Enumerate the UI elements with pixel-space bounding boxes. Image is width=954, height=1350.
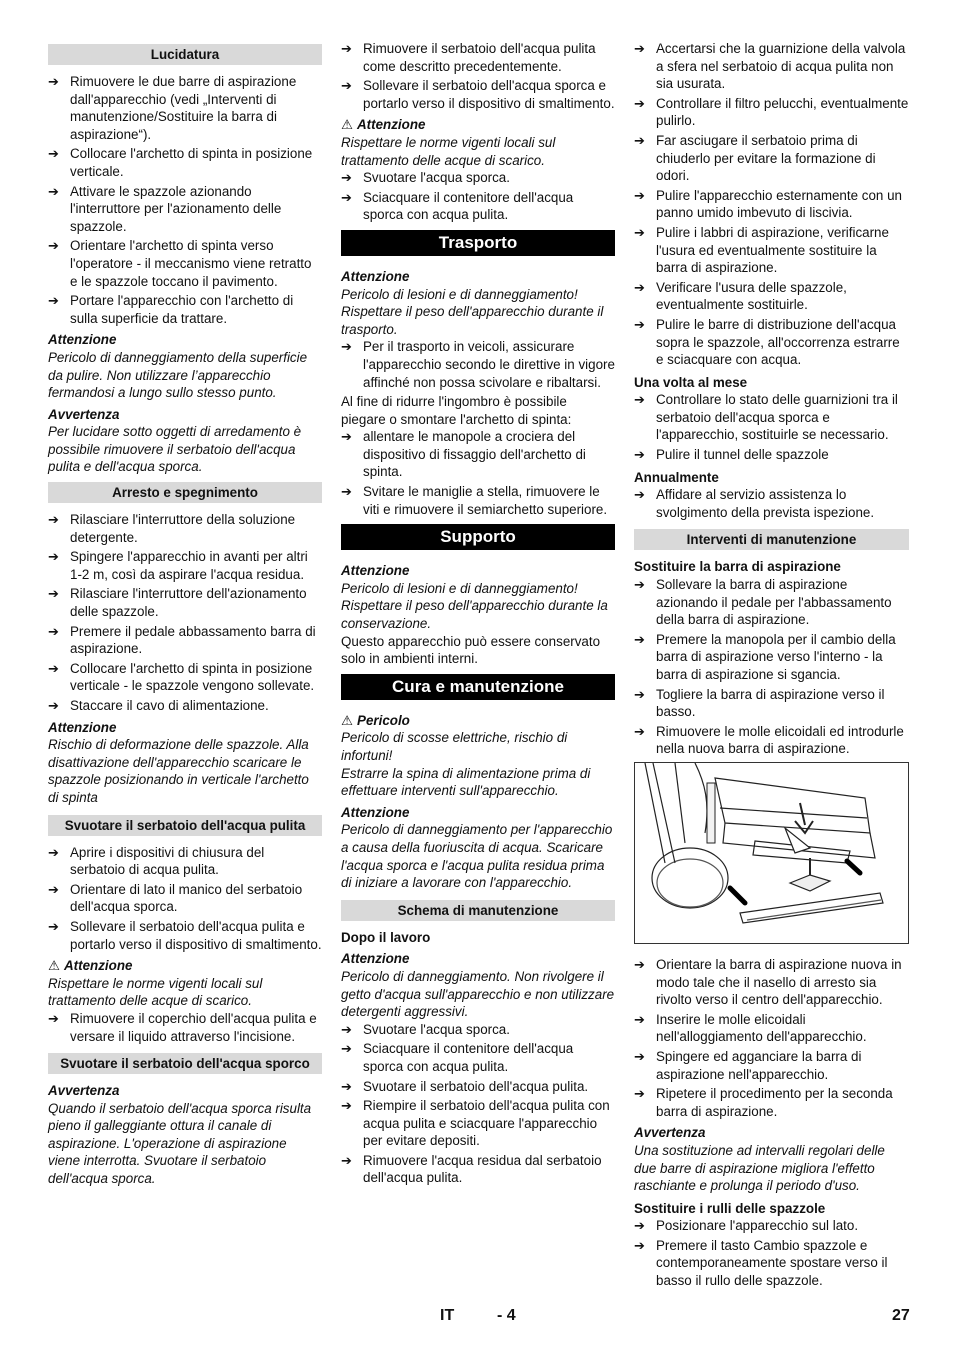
arrow-icon: ➔: [341, 78, 352, 94]
attenzione-text: Pericolo di lesioni e di danneggiamento! Rispettare il peso dell'apparecchio durante il trasporto.: [341, 286, 604, 337]
anno-label: Annualmente: [634, 469, 719, 485]
list-item: ➔ Rilasciare l'interruttore della soluzione detergente.: [48, 512, 296, 545]
arrow-icon: ➔: [634, 392, 645, 408]
list-item: ➔ Rimuovere il serbatoio dell'acqua pulita come descritto precedentemente.: [341, 41, 596, 74]
arrow-icon: ➔: [48, 623, 59, 639]
arrow-icon: ➔: [48, 881, 59, 897]
pericolo-text: Pericolo di scosse elettriche, rischio di infortuni!: [341, 730, 568, 763]
arrow-icon: ➔: [48, 1010, 59, 1026]
arrow-icon: ➔: [634, 224, 645, 240]
attenzione-label: Attenzione: [48, 332, 117, 348]
arrow-icon: ➔: [48, 660, 59, 676]
list-item: ➔ Affidare al servizio assistenza lo svolgimento della prevista ispezione.: [634, 487, 875, 520]
warning-triangle-icon: ⚠: [341, 117, 354, 133]
arrow-icon: ➔: [341, 484, 352, 500]
heading-arresto: Arresto e spegnimento: [48, 482, 322, 503]
arrow-icon: ➔: [634, 316, 645, 332]
sostituire-barra-label: Sostituire la barra di aspirazione: [634, 559, 841, 575]
supporto-paragraph: Questo apparecchio può essere conservato solo in ambienti interni.: [341, 633, 601, 667]
column-3: [634, 40, 909, 1292]
avvertenza-text: Quando il serbatoio dell'acqua sporca risulta pieno il galleggiante ottura il canale di aspirazione. L'operazione di aspirazione viene interrotta. Svuotare il serbatoio dell'acqua sporca.: [48, 1100, 312, 1187]
list-trasporto-2: [341, 428, 615, 518]
arrow-icon: ➔: [48, 698, 59, 713]
heading-supporto: Supporto: [341, 524, 615, 550]
list-item: ➔ Aprire i dispositivi di chiusura del serbatoio di acqua pulita.: [48, 844, 265, 878]
arrow-icon: ➔: [48, 844, 59, 860]
list-item: ➔ Orientare l'archetto di spinta verso l'operatore - il meccanismo viene retratto e le spazzole toccano il pavimento.: [48, 238, 312, 289]
footer-section: - 4: [497, 1307, 516, 1324]
warning-triangle-icon: ⚠: [48, 958, 61, 974]
pericolo-label: ⚠ Pericolo: [341, 712, 410, 728]
list-item: ➔ Staccare il cavo di alimentazione.: [48, 698, 269, 713]
arrow-icon: ➔: [341, 41, 352, 56]
arrow-icon: ➔: [48, 586, 59, 602]
list-sostituire-barra: [634, 576, 909, 758]
list-item: ➔ Pulire l'apparecchio esternamente con un panno umido imbevuto di liscivia.: [634, 187, 902, 221]
list-item: ➔ Posizionare l'apparecchio sul lato.: [634, 1218, 859, 1234]
list-item: ➔ Attivare le spazzole azionando l'interruttore per l'azionamento delle spazzole.: [48, 183, 282, 234]
pericolo-text-2: Estrarre la spina di alimentazione prima di effettuare interventi sull'apparecchio.: [341, 765, 591, 799]
arrow-icon: ➔: [341, 1098, 352, 1114]
list-schema: [341, 1021, 615, 1187]
heading-schema: Schema di manutenzione: [341, 900, 615, 921]
arrow-icon: ➔: [634, 41, 645, 56]
attenzione-label: Attenzione: [341, 563, 410, 579]
dopo-label: Dopo il lavoro: [341, 929, 431, 945]
list-item: ➔ Svuotare l'acqua sporca.: [341, 1021, 510, 1037]
list-item: ➔ Verificare l'usura delle spazzole, eventualmente sostituirle.: [634, 279, 847, 313]
list-item: ➔ Orientare di lato il manico del serbatoio dell'acqua sporca.: [48, 881, 303, 915]
list-arresto: [48, 511, 322, 715]
attenzione-label: Attenzione: [341, 268, 410, 284]
avvertenza-label: Avvertenza: [48, 1083, 120, 1099]
list-sostituire-barra-2: [634, 956, 909, 1120]
arrow-icon: ➔: [634, 1048, 645, 1064]
list-item: ➔ Rimuovere il coperchio dell'acqua pulita e versare il liquido attraverso l'incisione.: [48, 1010, 317, 1044]
list-item: ➔ Inserire le molle elicoidali nell'alloggiamento dell'apparecchio.: [634, 1011, 867, 1045]
arrow-icon: ➔: [634, 1237, 645, 1253]
list-trasporto: [341, 338, 615, 391]
page-number: 27: [892, 1307, 910, 1324]
heading-svuotare-pulita: Svuotare il serbatoio dell'acqua pulita: [48, 815, 322, 836]
arrow-icon: ➔: [634, 723, 645, 739]
list-mese: [634, 391, 909, 463]
list-item: ➔ Per il trasporto in veicoli, assicurare l'apparecchio secondo le direttive in vigore affinché non possa scivolare e ribaltarsi.: [341, 339, 615, 390]
arrow-icon: ➔: [341, 1152, 352, 1168]
arrow-icon: ➔: [634, 279, 645, 295]
list-item: ➔ Portare l'apparecchio con l'archetto di sulla superficie da trattare.: [48, 293, 294, 326]
attenzione-label: ⚠ Attenzione: [341, 117, 426, 133]
list-item: ➔ Rimuovere le due barre di aspirazione dall'apparecchio (vedi „Interventi di manutenzione/Sostituire la barra di aspirazione“).: [48, 74, 297, 142]
list-maintenance-top: [634, 40, 909, 369]
list-svuotare-pulita: [48, 844, 322, 954]
arrow-icon: ➔: [634, 187, 645, 203]
list-item: ➔ Sollevare la barra di aspirazione azionando il pedale per l'abbassamento della barra di aspirazione.: [634, 577, 892, 628]
list-sporco-steps: [341, 40, 615, 112]
trasporto-paragraph: Al fine di ridurre l'ingombro è possibile piegare o smontare l'archetto di spinta:: [341, 394, 572, 427]
heading-trasporto: Trasporto: [341, 230, 615, 256]
list-item: ➔ Premere il pedale abbassamento barra di aspirazione.: [48, 623, 316, 657]
machine-drawing: [635, 763, 908, 943]
list-item: ➔ Controllare il filtro pelucchi, eventualmente pulirlo.: [634, 95, 909, 129]
attenzione-text: Rispettare le norme vigenti locali sul trattamento delle acque di scarico.: [48, 975, 263, 1009]
list-item: ➔ Collocare l'archetto di spinta in posizione verticale - le spazzole vengono sollevate.: [48, 660, 315, 694]
heading-svuotare-sporco: Svuotare il serbatoio dell'acqua sporco: [48, 1053, 322, 1074]
list-item: ➔ Spingere ed agganciare la barra di aspirazione nell'apparecchio.: [634, 1048, 862, 1082]
attenzione-label: Attenzione: [341, 804, 410, 820]
arrow-icon: ➔: [634, 686, 645, 702]
list-item: ➔ Collocare l'archetto di spinta in posizione verticale.: [48, 146, 313, 179]
arrow-icon: ➔: [341, 1041, 352, 1057]
list-item: ➔ Rilasciare l'interruttore dell'azionamento delle spazzole.: [48, 586, 307, 620]
arrow-icon: ➔: [341, 1021, 352, 1037]
mese-label: Una volta al mese: [634, 374, 748, 390]
arrow-icon: ➔: [634, 1086, 645, 1102]
arrow-icon: ➔: [341, 1078, 352, 1094]
list-item: ➔ allentare le manopole a crociera del dispositivo di fissaggio dell'archetto di spinta.: [341, 429, 586, 480]
attenzione-text: Rischio di deformazione delle spazzole. Alla disattivazione dell'apparecchio scaricare le spazzole posizionando in verticale l'archetto di spinta: [48, 737, 309, 805]
column-1: [48, 40, 322, 1188]
list-item: ➔ Sciacquare il contenitore dell'acqua sporca con acqua pulita.: [341, 189, 574, 223]
arrow-icon: ➔: [48, 74, 59, 89]
arrow-icon: ➔: [634, 487, 645, 503]
list-item: ➔ Pulire il tunnel delle spazzole: [634, 447, 829, 463]
attenzione-text: Pericolo di lesioni e di danneggiamento! Rispettare il peso dell'apparecchio durante la conservazione.: [341, 580, 608, 632]
list-item: ➔ Far asciugare il serbatoio prima di chiuderlo per evitare la formazione di odori.: [634, 132, 876, 184]
arrow-icon: ➔: [48, 918, 59, 934]
list-item: ➔ Sciacquare il contenitore dell'acqua sporca con acqua pulita.: [341, 1041, 574, 1074]
list-sostituire-rulli: [634, 1217, 909, 1289]
avvertenza-label: Avvertenza: [634, 1125, 706, 1141]
list-item: ➔ Premere il tasto Cambio spazzole e contemporaneamente spostare verso il basso il rullo delle spazzole.: [634, 1237, 888, 1289]
attenzione-label: Attenzione: [48, 719, 117, 735]
list-item: ➔ Ripetere il procedimento per la seconda barra di aspirazione.: [634, 1086, 893, 1119]
squeegee-replacement-illustration: [634, 762, 909, 944]
arrow-icon: ➔: [48, 238, 59, 254]
arrow-icon: ➔: [634, 1218, 645, 1234]
arrow-icon: ➔: [48, 293, 59, 309]
footer-language: IT: [440, 1307, 455, 1324]
avvertenza-label: Avvertenza: [48, 406, 120, 422]
list-item: ➔ Svuotare l'acqua sporca.: [341, 170, 510, 186]
list-item: ➔ Svitare le maniglie a stella, rimuovere le viti e rimuovere il semiarchetto superiore.: [341, 484, 608, 517]
arrow-icon: ➔: [634, 132, 645, 148]
list-sporco-after: [341, 169, 615, 224]
list-item: ➔ Svuotare il serbatoio dell'acqua pulita.: [341, 1078, 589, 1094]
list-anno: [634, 486, 909, 521]
warning-triangle-icon: ⚠: [341, 712, 354, 728]
list-item: ➔ Sollevare il serbatoio dell'acqua pulita e portarlo verso il dispositivo di smaltimento.: [48, 918, 322, 952]
attenzione-text: Pericolo di danneggiamento per l'apparecchio a causa della fuoriuscita di acqua. Scaricare l'acqua sporca e l'acqua pulita residua prima di iniziare a lavorare con l'apparecchio.: [341, 822, 613, 891]
list-item: ➔ Togliere la barra di aspirazione verso il basso.: [634, 686, 885, 720]
column-2: [341, 40, 615, 1189]
list-item: ➔ Spingere l'apparecchio in avanti per altri 1-2 m, così da aspirare l'acqua residua.: [48, 549, 308, 582]
arrow-icon: ➔: [341, 339, 352, 355]
sostituire-rulli-label: Sostituire i rulli delle spazzole: [634, 1200, 826, 1216]
list-item: ➔ Controllare lo stato delle guarnizioni tra il serbatoio dell'acqua sporca e l'apparecchio, sostituirle se necessario.: [634, 392, 898, 443]
heading-interventi: Interventi di manutenzione: [634, 529, 909, 550]
attenzione-label: ⚠ Attenzione: [48, 958, 133, 974]
arrow-icon: ➔: [634, 1011, 645, 1027]
arrow-icon: ➔: [341, 429, 352, 445]
attenzione-text: Pericolo di danneggiamento. Non rivolgere il getto d'acqua sull'apparecchio e non utilizzare detergenti aggressivi.: [341, 968, 615, 1020]
arrow-icon: ➔: [634, 577, 645, 593]
arrow-icon: ➔: [48, 183, 59, 199]
attenzione-label: Attenzione: [341, 951, 410, 967]
list-item: ➔ Pulire i labbri di aspirazione, verificarne l'usura ed eventualmente sostituire la barra di aspirazione.: [634, 224, 889, 276]
avvertenza-text: Una sostituzione ad intervalli regolari delle due barre di aspirazione migliora l'effetto raschiante e prolunga il periodo d'uso.: [634, 1142, 885, 1194]
list-item: ➔ Sollevare il serbatoio dell'acqua sporca e portarlo verso il dispositivo di smaltimento.: [341, 78, 615, 111]
arrow-icon: ➔: [48, 549, 59, 565]
arrow-icon: ➔: [48, 146, 59, 162]
list-svuotare-pulita-2: [48, 1010, 322, 1045]
heading-cura: Cura e manutenzione: [341, 674, 615, 700]
arrow-icon: ➔: [634, 631, 645, 647]
list-item: ➔ Accertarsi che la guarnizione della valvola a sfera nel serbatoio di acqua pulita non sia usurata.: [634, 41, 906, 92]
list-item: ➔ Rimuovere le molle elicoidali ed introdurle nella nuova barra di aspirazione.: [634, 723, 904, 757]
list-item: ➔ Rimuovere l'acqua residua dal serbatoio dell'acqua pulita.: [341, 1152, 602, 1186]
arrow-icon: ➔: [48, 512, 59, 528]
arrow-icon: ➔: [634, 95, 645, 111]
arrow-icon: ➔: [634, 447, 645, 463]
attenzione-text: Rispettare le norme vigenti locali sul trattamento delle acque di scarico.: [341, 134, 556, 168]
list-lucidatura: [48, 73, 322, 327]
heading-lucidatura: Lucidatura: [48, 44, 322, 65]
list-item: ➔ Orientare la barra di aspirazione nuova in modo tale che il nasello di arresto sia rivolto verso il centro dell'apparecchio.: [634, 956, 902, 1008]
arrow-icon: ➔: [341, 170, 352, 186]
arrow-icon: ➔: [341, 189, 352, 205]
avvertenza-text: Per lucidare sotto oggetti di arredamento è possibile rimuovere il serbatoio dell'acqua pulita e dell'acqua sporca.: [48, 424, 302, 475]
arrow-icon: ➔: [634, 956, 645, 972]
list-item: ➔ Premere la manopola per il cambio della barra di aspirazione verso l'interno - la barra di aspirazione si sgancia.: [634, 631, 896, 682]
list-item: ➔ Riempire il serbatoio dell'acqua pulita con acqua pulita e sciacquare l'apparecchio per evitare depositi.: [341, 1098, 610, 1149]
list-item: ➔ Pulire le barre di distribuzione dell'acqua sopra le spazzole, all'occorrenza estrarre e sciacquare con acqua.: [634, 316, 900, 368]
attenzione-text: Pericolo di danneggiamento della superficie da pulire. Non utilizzare l’apparecchio fermandosi a lungo sullo stesso punto.: [48, 349, 308, 401]
